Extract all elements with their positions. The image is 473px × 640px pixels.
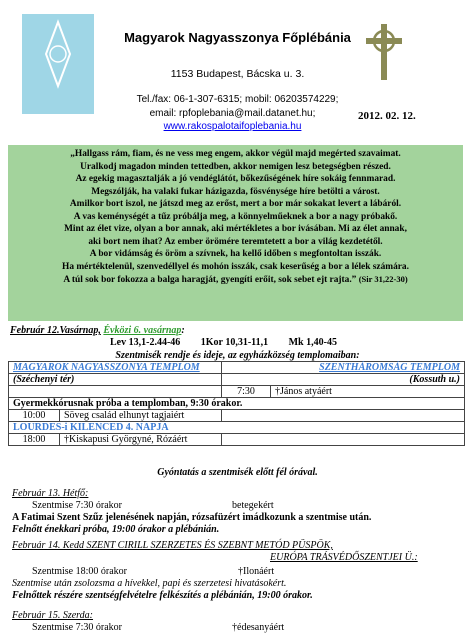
mass-intention: †Kiskapusi Györgyné, Rózáért — [60, 434, 222, 446]
quote-line: „Hallgass rám, fiam, és ne vess meg engem, akkor végül majd megérted szavaimat. — [70, 149, 401, 159]
table-row — [9, 434, 465, 446]
feb15-mass: Szentmise 7:30 órakor — [32, 622, 122, 633]
telephone: Tel./fax: 06-1-307-6315; mobil: 06203574229; — [136, 94, 339, 105]
church-1-place: (Széchenyi tér) — [9, 374, 222, 386]
bulletin-date: 2012. 02. 12. — [358, 110, 416, 122]
confession-note: Gyóntatás a szentmisék előtt fél órával. — [157, 467, 318, 478]
quote-last-text: A túl sok bor fokozza a balga haragját, gyengíti erőit, sok sebet ejt rajta.” — [63, 275, 357, 285]
choir-note: Gyermekkórusnak próba a templomban, 9:30 órakor. — [9, 398, 465, 410]
quote-line: A vas keménységét a tűz próbálja meg, a könnyelműeknek a bor a nagy próbakő. — [73, 211, 398, 222]
mass-intention: †János atyáért — [271, 386, 465, 398]
table-row — [9, 362, 465, 374]
scripture-quote — [8, 145, 463, 321]
quote-line: Ha mértéktelenül, szenvedéllyel és mohón isszák, csak keserűség a bor a lélek számára. — [62, 261, 409, 272]
feb14-note-1: Szentmise után zsolozsma a hívekkel, papi és szerzetesi hivatásokért. — [12, 578, 287, 589]
parish-name: Magyarok Nagyasszonya Főplébánia — [124, 30, 351, 45]
celtic-cross-icon — [362, 22, 406, 82]
table-row — [9, 386, 465, 398]
quote-line: Amilkor bort iszol, ne játszd meg az erőst, mert a bor már sokakat levert a lábáról. — [69, 199, 402, 209]
feb14-heading-2: EURÓPA TRÁSVÉDŐSZENTJEI Ü.: — [270, 552, 418, 563]
quote-line: Megszólják, ha valaki fukar házigazda, fösvénysége híre betölti a várost. — [91, 186, 380, 197]
day-heading — [10, 325, 185, 336]
email: email: rpfoplebania@mail.datanet.hu; — [149, 108, 316, 119]
day-label: Február 12.Vasárnap, — [10, 325, 101, 336]
empty-cell — [222, 410, 465, 422]
liturgical-day: Évközi 6. vasárnap — [103, 325, 182, 336]
mass-time: 18:00 — [9, 434, 60, 446]
mass-intention: Söveg család elhunyt tagjaiért — [60, 410, 222, 422]
novena-note: LOURDES-i KILENCED 4. NAPJA — [9, 422, 465, 434]
feb13-note-1: A Fatimai Szent Szűz jelenésének napján, rózsafüzért imádkozunk a szentmise után. — [12, 512, 372, 523]
feb13-note-2: Felnőtt énekkari próba, 19:00 órakor a plébánián. — [12, 524, 220, 535]
table-row — [9, 374, 465, 386]
day-colon: : — [181, 325, 185, 336]
feb14-heading: Február 14. Kedd SZENT CIRILL SZERZETES ÉS SZEBNT METÓD PÜSPÖK, — [12, 540, 333, 551]
feb14-intention: †Ilonáért — [238, 566, 275, 577]
readings — [110, 337, 355, 348]
feb13-heading: Február 13. Hétfő: — [12, 488, 89, 499]
church-2-name: SZENTHÁROMSÁG TEMPLOM — [222, 362, 465, 374]
feb14-mass: Szentmise 18:00 órakor — [32, 566, 127, 577]
quote-line: aki bort nem ihat? Az ember örömére teremtetett a bor a világ kezdetétől. — [88, 236, 383, 247]
quote-line — [8, 273, 463, 287]
church-1-name: MAGYAROK NAGYASSZONYA TEMPLOM — [9, 362, 222, 374]
church-2-place: (Kossuth u.) — [222, 374, 465, 386]
website-link[interactable]: www.rakospalotaifoplebania.hu — [163, 121, 302, 132]
feb13-intention: betegekért — [232, 500, 274, 511]
reading-3: Mk 1,40-45 — [288, 337, 337, 348]
quote-line: Az egekig magasztalják a jó vendéglátót, bőkezűségének híre sokáig fennmarad. — [75, 174, 396, 184]
quote-line: A bor vidámság és öröm a szívnek, ha kellő időben s megfontoltan isszák. — [89, 249, 382, 259]
quote-line: Mint az élet vize, olyan a bor annak, aki mértékletes a bor ivásában. Mi az élet annak, — [64, 224, 407, 234]
quote-line: Uralkodj magadon minden tettedben, akkor nemigen lesz betegségben részed. — [80, 161, 391, 172]
mass-time: 10:00 — [9, 410, 60, 422]
empty-cell — [222, 434, 465, 446]
table-row — [9, 410, 465, 422]
parish-logo — [22, 14, 94, 114]
feb15-intention: †édesanyáért — [232, 622, 285, 633]
mass-schedule-heading: Szentmisék rendje és ideje, az egyházközség templomaiban: — [115, 350, 360, 361]
mass-time: 7:30 — [222, 386, 271, 398]
table-row — [9, 398, 465, 410]
feb15-heading: Február 15. Szerda: — [12, 610, 94, 621]
reading-2: 1Kor 10,31-11,1 — [200, 337, 269, 348]
feb14-note-2: Felnőttek részére szentségfelvételre felkészítés a plébánián, 19:00 órakor. — [12, 590, 313, 601]
quote-reference: (Sir 31,22-30) — [358, 274, 408, 284]
feb13-mass: Szentmise 7:30 órakor — [32, 500, 122, 511]
reading-1: Lev 13,1-2.44-46 — [110, 337, 181, 348]
address: 1153 Budapest, Bácska u. 3. — [170, 68, 305, 80]
table-row — [9, 422, 465, 434]
empty-cell — [9, 386, 222, 398]
mass-schedule-table — [8, 361, 465, 446]
